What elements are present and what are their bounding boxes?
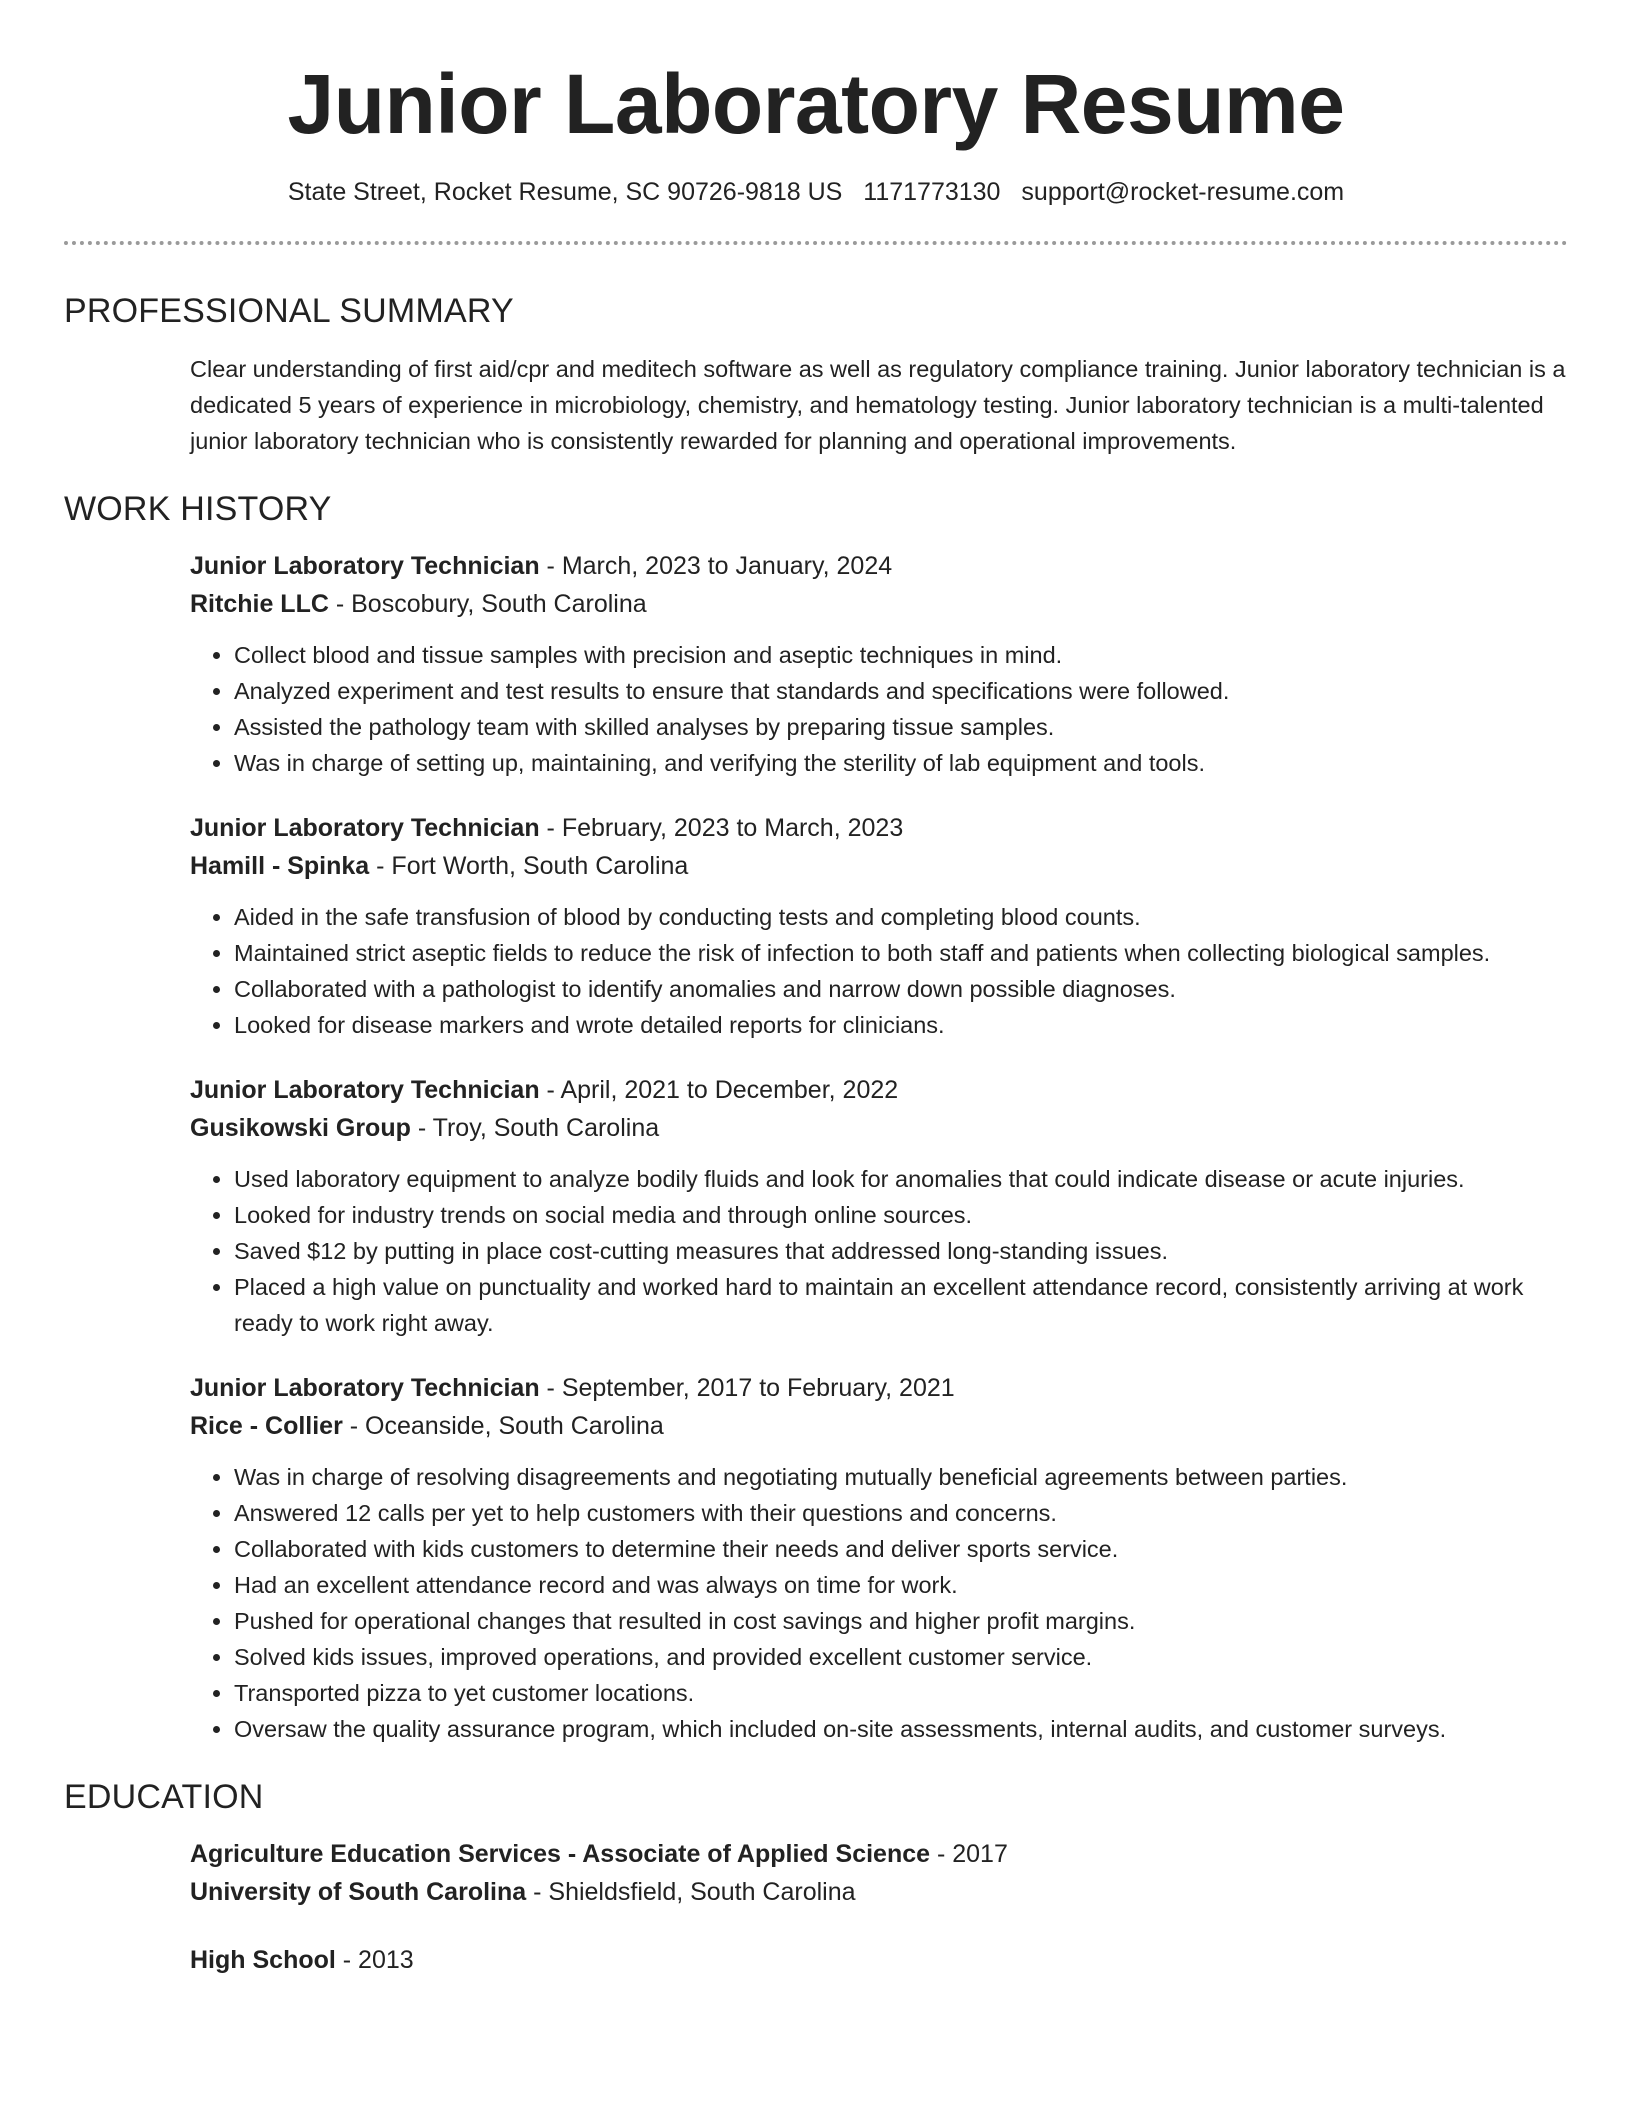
- job-location: - Troy, South Carolina: [410, 1114, 660, 1142]
- summary-section: [64, 351, 1568, 459]
- header-divider: [64, 241, 1568, 245]
- email-text: support@rocket-resume.com: [1021, 178, 1345, 206]
- job-role: Junior Laboratory Technician: [190, 1374, 540, 1402]
- bullet-item: • Collaborated with a pathologist to identify anomalies and narrow down possible diagnoses.: [234, 971, 1568, 1007]
- bullet-item: • Oversaw the quality assurance program, which included on-site assessments, internal audits, and customer surveys.: [234, 1711, 1568, 1747]
- degree-name: Agriculture Education Services - Associate of Applied Science: [190, 1840, 931, 1868]
- address-text: State Street, Rocket Resume, SC 90726-9818 US: [287, 178, 843, 206]
- job-role: Junior Laboratory Technician: [190, 552, 540, 580]
- degree-line: [190, 1941, 1568, 1979]
- degree-year: - 2017: [930, 1840, 1008, 1868]
- bullet-item: • Assisted the pathology team with skilled analyses by preparing tissue samples.: [234, 709, 1568, 745]
- education-entry: [190, 1941, 1568, 1979]
- job-title-line: [190, 547, 1568, 585]
- job-entry: [190, 1369, 1568, 1747]
- bullet-item: • Looked for industry trends on social media and through online sources.: [234, 1197, 1568, 1233]
- degree-name: High School: [190, 1946, 336, 1974]
- job-company-line: [190, 1407, 1568, 1445]
- contact-line: [64, 177, 1568, 207]
- job-entry: [190, 547, 1568, 781]
- degree-line: [190, 1835, 1568, 1873]
- education-heading: EDUCATION: [64, 1778, 264, 1816]
- job-company: Hamill - Spinka: [190, 852, 370, 880]
- bullet-item: • Placed a high value on punctuality and worked hard to maintain an excellent attendance record, consistently arriving at work ready to work right away.: [234, 1269, 1568, 1341]
- bullet-item: • Used laboratory equipment to analyze bodily fluids and look for anomalies that could indicate disease or acute injuries.: [234, 1161, 1568, 1197]
- job-dates: - February, 2023 to March, 2023: [539, 814, 904, 842]
- job-location: - Boscobury, South Carolina: [328, 590, 647, 618]
- bullet-item: • Pushed for operational changes that resulted in cost savings and higher profit margins.: [234, 1603, 1568, 1639]
- education-entry: [190, 1835, 1568, 1911]
- school-location: - Shieldsfield, South Carolina: [526, 1878, 856, 1906]
- bullet-item: • Aided in the safe transfusion of blood by conducting tests and completing blood counts.: [234, 899, 1568, 935]
- job-location: - Fort Worth, South Carolina: [369, 852, 689, 880]
- job-bullets: [190, 637, 1568, 781]
- bullet-item: • Collaborated with kids customers to determine their needs and deliver sports service.: [234, 1531, 1568, 1567]
- bullet-item: • Was in charge of resolving disagreements and negotiating mutually beneficial agreements between parties.: [234, 1459, 1568, 1495]
- job-dates: - April, 2021 to December, 2022: [539, 1076, 899, 1104]
- degree-year: - 2013: [335, 1946, 414, 1974]
- job-title-line: [190, 809, 1568, 847]
- bullet-item: • Looked for disease markers and wrote detailed reports for clinicians.: [234, 1007, 1568, 1043]
- summary-text: Clear understanding of first aid/cpr and meditech software as well as regulatory compliance training. Junior laboratory technician is a dedicated 5 years of experience in microbiology, chemistry, and hematology testing. Junior laboratory technician is a multi-talented junior laboratory technician who is consistently rewarded for planning and operational improvements.: [190, 356, 1566, 454]
- job-company: Gusikowski Group: [190, 1114, 411, 1142]
- job-title-line: [190, 1071, 1568, 1109]
- bullet-item: • Answered 12 calls per yet to help customers with their questions and concerns.: [234, 1495, 1568, 1531]
- job-location: - Oceanside, South Carolina: [342, 1412, 664, 1440]
- job-bullets: [190, 1161, 1568, 1341]
- school-name: University of South Carolina: [190, 1878, 527, 1906]
- job-title-line: [190, 1369, 1568, 1407]
- resume-title: Junior Laboratory Resume: [287, 57, 1345, 151]
- phone-text: 1171773130: [863, 178, 1001, 206]
- job-entry: [190, 1071, 1568, 1341]
- education-section: [64, 1835, 1568, 1979]
- job-dates: - September, 2017 to February, 2021: [539, 1374, 955, 1402]
- bullet-item: • Saved $12 by putting in place cost-cutting measures that addressed long-standing issues.: [234, 1233, 1568, 1269]
- bullet-item: • Solved kids issues, improved operations, and provided excellent customer service.: [234, 1639, 1568, 1675]
- job-company-line: [190, 1109, 1568, 1147]
- summary-heading: PROFESSIONAL SUMMARY: [64, 292, 514, 330]
- bullet-item: • Transported pizza to yet customer locations.: [234, 1675, 1568, 1711]
- job-company: Rice - Collier: [190, 1412, 343, 1440]
- work-history-section: [64, 547, 1568, 1747]
- bullet-item: • Was in charge of setting up, maintaining, and verifying the sterility of lab equipment and tools.: [234, 745, 1568, 781]
- school-line: [190, 1873, 1568, 1911]
- job-company-line: [190, 847, 1568, 885]
- job-bullets: [190, 899, 1568, 1043]
- bullet-item: • Collect blood and tissue samples with precision and aseptic techniques in mind.: [234, 637, 1568, 673]
- job-company: Ritchie LLC: [190, 590, 329, 618]
- job-bullets: [190, 1459, 1568, 1747]
- job-role: Junior Laboratory Technician: [190, 814, 540, 842]
- work-history-heading: WORK HISTORY: [64, 490, 332, 528]
- job-role: Junior Laboratory Technician: [190, 1076, 540, 1104]
- job-entry: [190, 809, 1568, 1043]
- job-dates: - March, 2023 to January, 2024: [539, 552, 893, 580]
- bullet-item: • Analyzed experiment and test results to ensure that standards and specifications were followed.: [234, 673, 1568, 709]
- bullet-item: • Had an excellent attendance record and was always on time for work.: [234, 1567, 1568, 1603]
- bullet-item: • Maintained strict aseptic fields to reduce the risk of infection to both staff and patients when collecting biological samples.: [234, 935, 1568, 971]
- job-company-line: [190, 585, 1568, 623]
